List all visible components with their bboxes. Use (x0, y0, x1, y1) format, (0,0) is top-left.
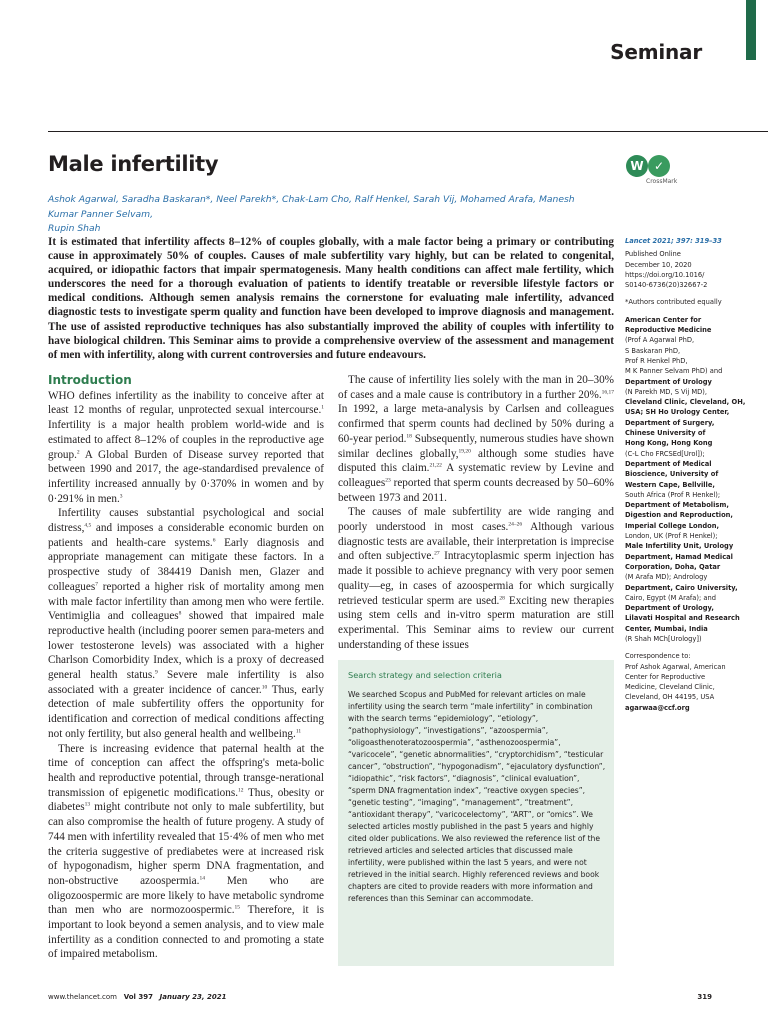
reference-marker[interactable]: 8 (178, 610, 182, 617)
reference-marker[interactable]: 12 (238, 786, 244, 793)
reference-marker[interactable]: 23 (385, 477, 391, 484)
reference-marker[interactable]: 28 (499, 594, 505, 601)
contribution-note: *Authors contributed equally (625, 298, 722, 307)
reference-marker[interactable]: 27 (434, 550, 440, 557)
reference-marker[interactable]: 9 (155, 669, 158, 676)
reference-marker[interactable]: 10 (261, 684, 268, 691)
open-access-icon: W (626, 155, 648, 177)
reference-marker[interactable]: 11 (295, 728, 302, 735)
paragraph: The cause of infertility lies solely with the man in 20–30% of cases and a male cause is contributory in a further 20%.$^{16,17}$ In 1992, a large meta-analysis by Carlsen and colleagues confirmed that sperm counts had declined by 50% during a 60-year period.$^{18}$ Subsequently, numerous studies have shown similar declines globally,$^{19,20}$ although some studies have disputed this claim.$^{21,22}$ A systematic review by Levine and colleagues$^{23}$ reported that sperm counts decreased by 50–60% between 1973 and 2011. (338, 374, 614, 504)
publication-info: Published Online December 10, 2020 https://doi.org/10.1016/ S0140-6736(20)32667-2 (625, 249, 747, 290)
reference-marker[interactable]: 15 (234, 904, 241, 911)
doi-link[interactable]: S0140-6736(20)32667-2 (625, 281, 708, 290)
author-line[interactable]: Ashok Agarwal, Saradha Baskaran*, Neel Parekh*, Chak-Lam Cho, Ralf Henkel, Sarah Vij, Mohamed Arafa, Manesh Kumar Panner Selvam, (48, 194, 575, 220)
reference-marker[interactable]: 18 (406, 433, 412, 440)
reference-marker[interactable]: 14 (199, 875, 205, 882)
reference-marker[interactable]: 16,17 (601, 388, 614, 395)
section-heading-introduction: Introduction (48, 373, 132, 387)
crossmark-label: CrossMark (646, 178, 678, 185)
journal-site-link[interactable]: www.thelancet.com (48, 993, 117, 1001)
paragraph: Infertility causes substantial psychological and social distress,$^{4,5}$ and imposes a considerable economic burden on patients and health-care systems.$^6$ Early diagnosis and appropriate management can mitigate these factors. In a prospective study of 384419 Danish men, Glazer and colleagues$^7$ reported a higher risk of mortality among men with male factor infertility than among men who were fertile. Ventimiglia and colleagues$^8$ showed that impaired male reproductive health (including poorer semen para-meters and lower testosterone levels) was associated with a higher Charlson Comorbidity Index, which is a proxy of decreased general health status.$^9$ Severe male infertility is also associated with a greater incidence of cancer.$^{10}$ Thus, early detection of male subfertility offers the opportunity for identification and correction of medical conditions affecting not only fertility, but also general health and wellbeing.$^{11}$ (48, 507, 324, 740)
body-column-right (338, 373, 614, 652)
abstract: It is estimated that infertility affects 8–12% of couples globally, with a male factor being a primary or contributing cause in approximately 50% of couples. Causes of male subfertility vary highly, but can be related to congenital, acquired, or idiopathic factors that impair spermatogenesis. Many health conditions can affect male fertility, which underscores the need for a thorough evaluation of patients to identify treatable or reversible lifestyle factors or medical conditions. Although semen analysis remains the cornerstone for evaluating male infertility, advanced diagnostic tests to investigate sperm quality and function have been developed to improve diagnosis and management. The use of assisted reproductive techniques has also substantially improved the ability of couples with infertility to have biological children. This Seminar aims to provide a comprehensive overview of the assessment and management of men with infertility, along with current controversies and future endeavours. (48, 236, 614, 361)
paragraph: WHO defines infertility as the inability to conceive after at least 12 months of regular, unprotected sexual intercourse.$^1$ Infertility is a major health problem world-wide and is estimated to affect 8–12% of couples in the reproductive age group.$^2$ A Global Burden of Disease survey reported that between 1990 and 2017, the age-standardised prevalence of infertility increased annually by 0·370% in women and by 0·291% in men.$^3$ (48, 389, 324, 505)
reference-marker[interactable]: 6 (212, 537, 216, 543)
author-line[interactable]: Rupin Shah (48, 223, 101, 234)
author-list (48, 193, 598, 237)
reference-marker[interactable]: 24–26 (508, 521, 523, 528)
reference-marker[interactable]: 7 (95, 581, 98, 588)
header-rule (48, 131, 768, 132)
panel-text: We searched Scopus and PubMed for relevant articles on male infertility using the search term “male infertility” in combination with the search terms “epidemiology”, “etiology”, “pathophysiology”, “investigations”, “azoospermia”, “oligoasthenoteratozoospermia”, “asthenozoospermia”, “varicocele”, “genetic abnormalities”, “cryptorchidism”, “testicular cancer”, “obstruction”, “hypogonadism”, “ejaculatory dysfunction”, “idiopathic”, “risk factors”, “diagnosis”, “clinical evaluation”, “sperm DNA fragmentation index”, “reactive oxygen species”, “genetic testing”, “imaging”, “management”, “treatment”, “antioxidant therapy”, “varicocelectomy”, “ART”, or “omics”. We selected articles mostly published in the past 5 years and highly cited older publications. We also reviewed the reference list of the retrieved articles and selected articles that discussed male infertility, were published within the last 5 years, and were not retrieved in the initial search. Highly referenced reviews and book chapters are cited to provide readers with more information and references than this Seminar can accommodate. (348, 690, 606, 903)
reference-marker[interactable]: 3 (119, 492, 123, 499)
reference-marker[interactable]: 2 (76, 448, 80, 455)
reference-marker[interactable]: 1 (321, 404, 324, 411)
citation: Lancet 2021; 397: 319–33 (625, 237, 722, 245)
body-column-left (48, 373, 324, 962)
paragraph: The causes of male subfertility are wide ranging and poorly understood in most cases.$^{24-26}$ Although various diagnostic tests are available, their interpretation is imprecise and often subjective.$^{27}$ Intracytoplasmic sperm injection has made it possible to achieve pregnancy with very poor semen quality—eg, in cases of azoospermia for which surgically retrieved testicular sperm are used.$^{28}$ Exciting new therapies using stem cells and in-vitro sperm maturation are still experimental. This Seminar aims to review our current understanding of these issues (338, 506, 614, 651)
paragraph: There is increasing evidence that paternal health at the time of conception can affect the offspring's meta-bolic health and reproductive potential, through transge-nerational transmission of epigenetic modifications.$^{12}$ Thus, obesity or diabetes$^{13}$ might contribute not only to male subfertility, but can also compromise the health of future progeny. A study of 744 men with infertility revealed that 15·4% of men who met the criteria suggestive of prediabetes were at increased risk of hypogonadism, higher sperm DNA fragmentation, and non-obstructive azoospermia.$^{14}$ Men who are oligozoospermic are more likely to have metabolic syndrome than men who are normozoospermic.$^{15}$ Therefore, it is important to look beyond a semen analysis, and to view male infertility as a condition connected to and promoting a state of impaired metabolism. (48, 742, 325, 961)
crossmark-icon: ✓ (648, 155, 670, 177)
panel-title: Search strategy and selection criteria (348, 670, 502, 680)
article-title: Male infertility (48, 152, 219, 176)
reference-marker[interactable]: 4,5 (84, 522, 92, 529)
crossmark-badge[interactable] (624, 155, 676, 189)
affiliations: American Center for Reproductive Medicine (Prof A Agarwal PhD, S Baskaran PhD, Prof R Henkel PhD, M K Panner Selvam PhD) and Department of Urology (N Parekh MD, S Vij MD), Cleveland Clinic, Cleveland, OH, USA; SH Ho Urology Center, Department of Surgery, Chinese University of Hong Kong, Hong Kong (C-L Cho FRCSEd[Urol]); Department of Medical Bioscience, University of Western Cape, Bellville, South Africa (Prof R Henkel); Department of Metabolism, Digestion and Reproduction, Imperial College London, London, UK (Prof R Henkel); Male Infertility Unit, Urology Department, Hamad Medical Corporation, Doha, Qatar (M Arafa MD); Andrology Department, Cairo University, Cairo, Egypt (M Arafa); and Department of Urology, Lilavati Hospital and Research Center, Mumbai, India (R Shah MCh[Urology]) (625, 315, 746, 643)
footer-journal-info: www.thelancet.com Vol 397 January 23, 2021 (48, 993, 227, 1001)
reference-marker[interactable]: 13 (84, 801, 91, 808)
page-number: 319 (697, 993, 712, 1001)
correspondence: Correspondence to: Prof Ashok Agarwal, American Center for Reproductive Medicine, Cleveland Clinic, Cleveland, OH 44195, USA agarwaa@ccf.org (625, 652, 726, 712)
email-link[interactable]: agarwaa@ccf.org (625, 703, 690, 712)
doi-link[interactable]: https://doi.org/10.1016/ (625, 270, 705, 279)
reference-marker[interactable]: 19,20 (458, 447, 471, 454)
section-label: Seminar (610, 40, 702, 64)
search-strategy-panel (338, 660, 614, 966)
reference-marker[interactable]: 21,22 (429, 462, 442, 469)
section-color-bar (746, 0, 756, 60)
article-sidebar (625, 236, 747, 713)
